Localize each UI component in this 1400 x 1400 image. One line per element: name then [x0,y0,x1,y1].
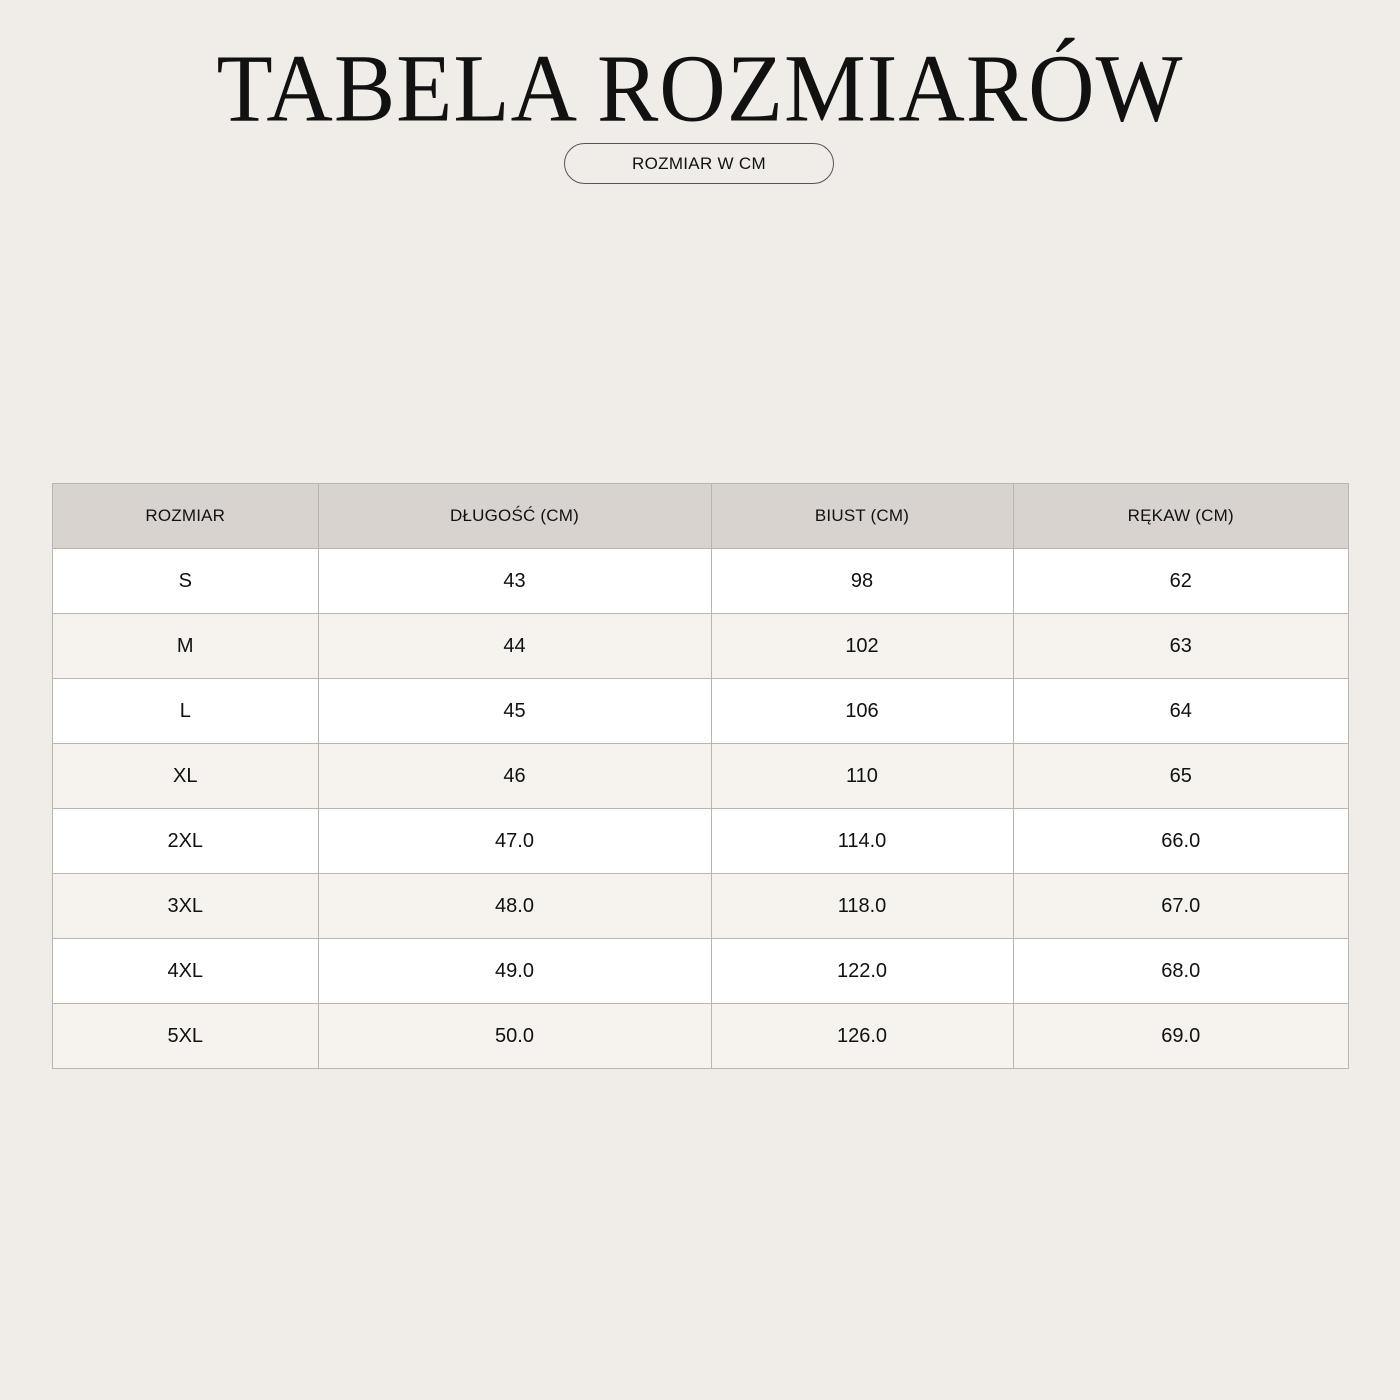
cell-bust: 118.0 [711,874,1013,939]
size-table [53,484,1348,1068]
cell-bust: 102 [711,614,1013,679]
cell-bust: 98 [711,549,1013,614]
cell-sleeve: 67.0 [1013,874,1348,939]
table-row [53,614,1348,679]
table-row [53,549,1348,614]
cell-length: 47.0 [318,809,711,874]
column-header-size: ROZMIAR [53,484,318,549]
cell-bust: 106 [711,679,1013,744]
cell-bust: 110 [711,744,1013,809]
cell-sleeve: 64 [1013,679,1348,744]
cell-bust: 126.0 [711,1004,1013,1069]
cell-sleeve: 65 [1013,744,1348,809]
cell-size: 3XL [53,874,318,939]
cell-sleeve: 62 [1013,549,1348,614]
cell-bust: 114.0 [711,809,1013,874]
unit-badge: ROZMIAR W CM [564,143,834,184]
column-header-sleeve: RĘKAW (CM) [1013,484,1348,549]
table-row [53,1004,1348,1069]
cell-size: M [53,614,318,679]
cell-size: 4XL [53,939,318,1004]
cell-length: 44 [318,614,711,679]
table-body [53,549,1348,1069]
table-row [53,809,1348,874]
table-row [53,679,1348,744]
cell-length: 45 [318,679,711,744]
cell-size: S [53,549,318,614]
table-header [53,484,1348,549]
cell-sleeve: 69.0 [1013,1004,1348,1069]
cell-size: 5XL [53,1004,318,1069]
cell-length: 48.0 [318,874,711,939]
cell-sleeve: 68.0 [1013,939,1348,1004]
cell-size: XL [53,744,318,809]
table-row [53,874,1348,939]
cell-length: 49.0 [318,939,711,1004]
cell-length: 43 [318,549,711,614]
cell-size: 2XL [53,809,318,874]
cell-size: L [53,679,318,744]
size-table-container [52,483,1349,1069]
table-row [53,939,1348,1004]
cell-sleeve: 63 [1013,614,1348,679]
cell-bust: 122.0 [711,939,1013,1004]
column-header-length: DŁUGOŚĆ (CM) [318,484,711,549]
column-header-bust: BIUST (CM) [711,484,1013,549]
table-row [53,744,1348,809]
page-title: TABELA ROZMIARÓW [216,34,1184,142]
table-header-row [53,484,1348,549]
cell-sleeve: 66.0 [1013,809,1348,874]
cell-length: 50.0 [318,1004,711,1069]
cell-length: 46 [318,744,711,809]
